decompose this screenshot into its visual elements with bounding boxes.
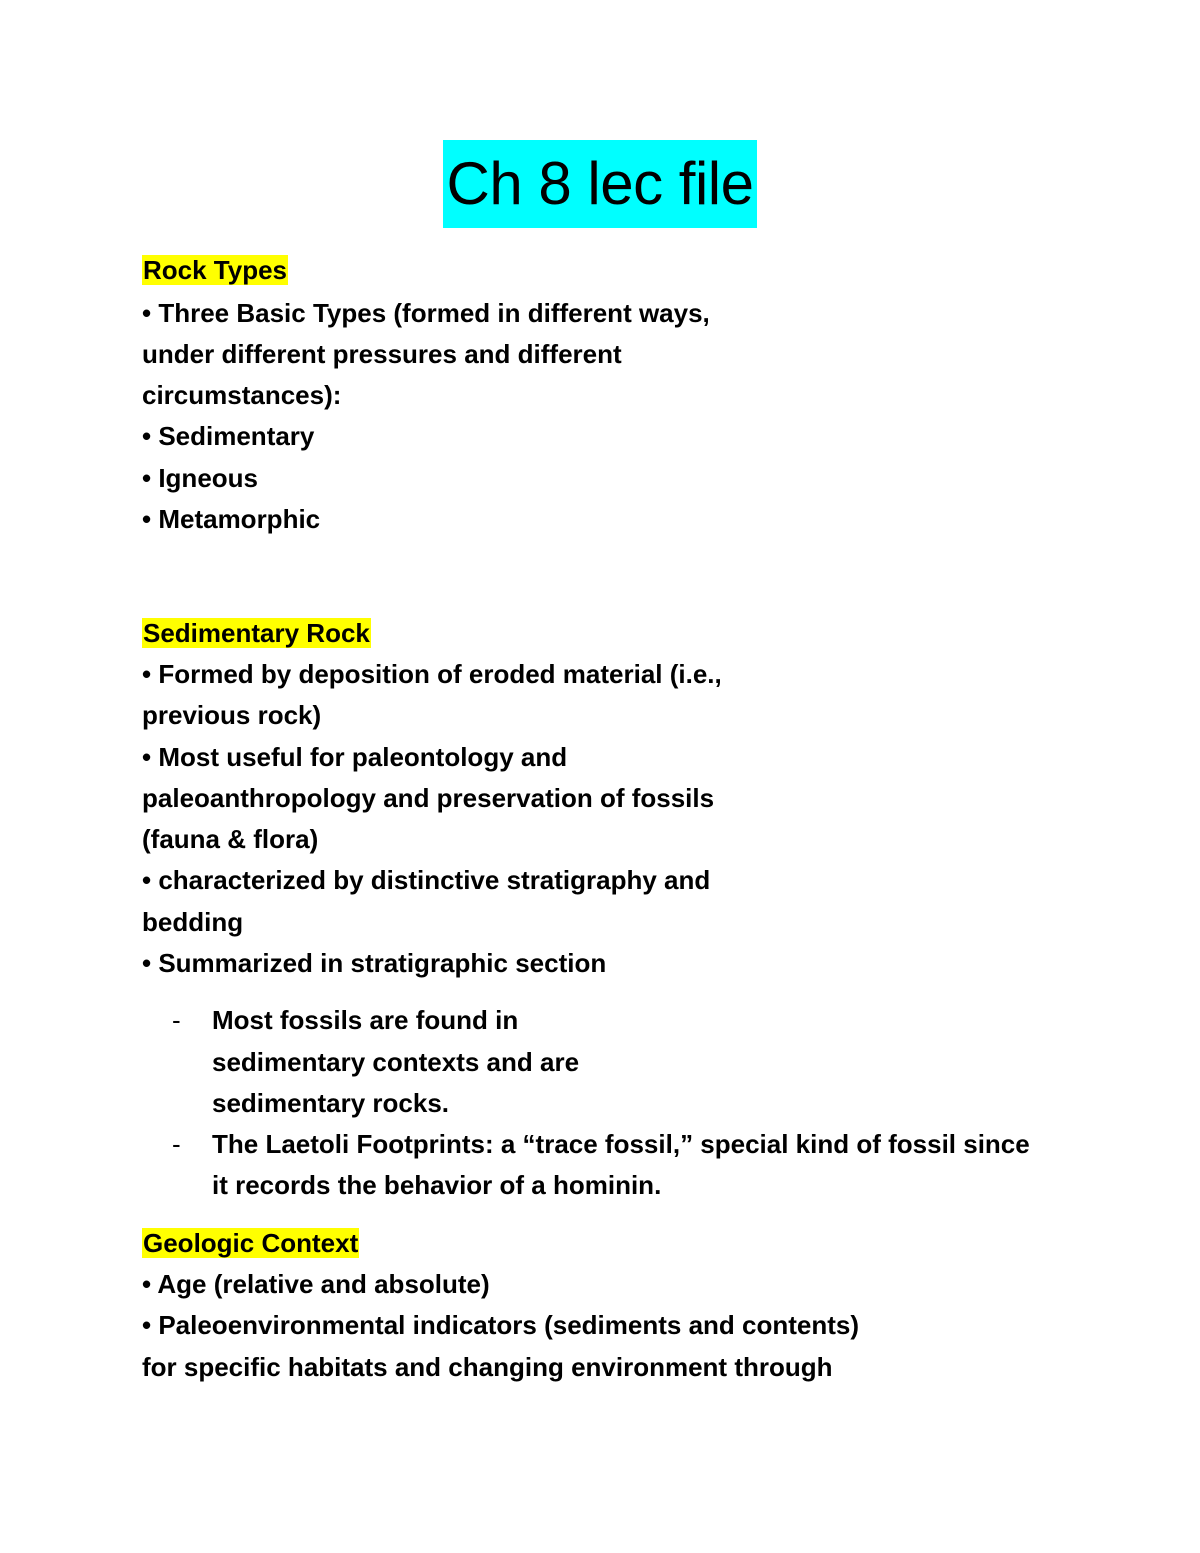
- text-line: previous rock): [142, 700, 322, 730]
- text-line: • Age (relative and absolute): [142, 1269, 490, 1299]
- text-line: paleoanthropology and preservation of fossils: [142, 783, 715, 813]
- text-line: (fauna & flora): [142, 824, 319, 854]
- text-line: • Three Basic Types (formed in different ways,: [142, 298, 710, 328]
- text-line: under different pressures and different: [142, 339, 622, 369]
- list-dash-marker: -: [172, 1129, 181, 1159]
- text-line: • Igneous: [142, 463, 258, 493]
- text-line: • Paleoenvironmental indicators (sediments and contents): [142, 1310, 860, 1340]
- sub-item-line: sedimentary rocks.: [212, 1088, 450, 1118]
- document-title: Ch 8 lec file: [443, 140, 758, 228]
- heading-highlight: Rock Types: [143, 255, 288, 285]
- list-dash-marker: -: [172, 1005, 181, 1035]
- section-heading-geologic-context: [142, 1225, 359, 1261]
- text-line: circumstances):: [142, 380, 342, 410]
- section-heading-sedimentary-rock: [142, 615, 371, 651]
- heading-highlight: Geologic Context: [143, 1228, 359, 1258]
- text-line: for specific habitats and changing environment through: [142, 1352, 833, 1382]
- text-line: bedding: [142, 907, 244, 937]
- text-line: • Summarized in stratigraphic section: [142, 948, 607, 978]
- text-line: • Most useful for paleontology and: [142, 742, 568, 772]
- text-line: • Sedimentary: [142, 421, 315, 451]
- heading-highlight: Sedimentary Rock: [143, 618, 370, 648]
- text-line: • characterized by distinctive stratigraphy and: [142, 865, 711, 895]
- sub-item-line: it records the behavior of a hominin.: [212, 1170, 662, 1200]
- sub-item-line: The Laetoli Footprints: a “trace fossil,” special kind of fossil since: [212, 1129, 1030, 1159]
- title-container: [0, 140, 1200, 228]
- sub-item-line: Most fossils are found in: [212, 1005, 519, 1035]
- sub-item-line: sedimentary contexts and are: [212, 1047, 580, 1077]
- text-line: • Metamorphic: [142, 504, 321, 534]
- text-line: • Formed by deposition of eroded material (i.e.,: [142, 659, 722, 689]
- section-heading-rock-types: [142, 252, 288, 288]
